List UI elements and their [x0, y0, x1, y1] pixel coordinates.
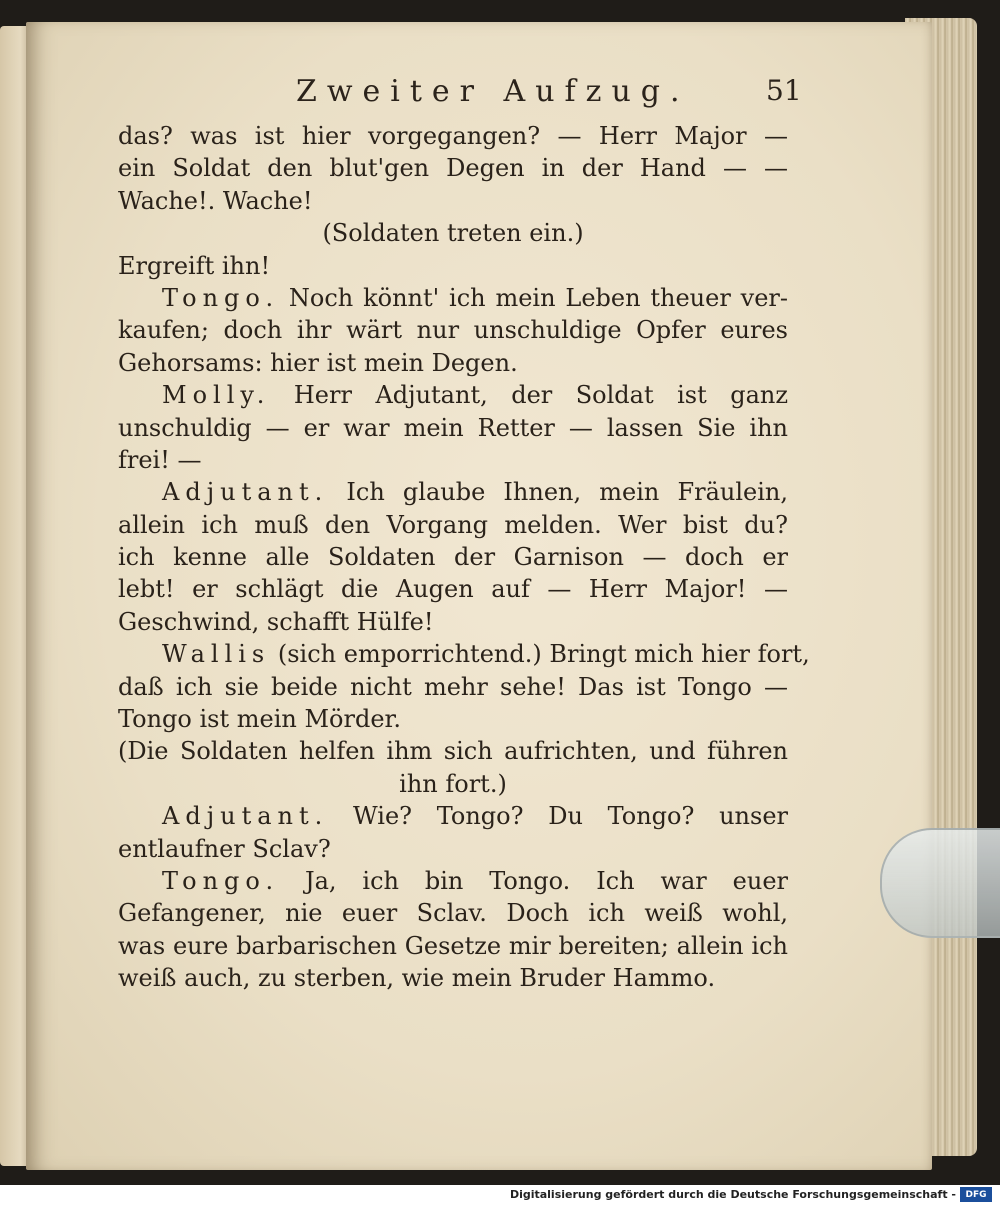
dfg-logo: DFG: [960, 1187, 992, 1202]
text-line: Gehorsams: hier ist mein Degen.: [118, 348, 518, 377]
text-line: Ergreift ihn!: [118, 251, 271, 280]
speaker-name: Molly.: [162, 381, 271, 410]
text-line: Wache!. Wache!: [118, 186, 313, 215]
text-line: frei! —: [118, 445, 202, 474]
page-number: 51: [766, 74, 802, 107]
text-line: Geschwind, schafft Hülfe!: [118, 607, 434, 636]
page-header: [26, 66, 932, 126]
text-line: Gefangener, nie euer Sclav. Doch ich weiß wohl,: [118, 899, 788, 928]
text-line: weiß auch, zu sterben, wie mein Bruder Hammo.: [118, 964, 716, 993]
line-text: Ja, ich bin Tongo. Ich war euer: [304, 866, 788, 895]
text-line: [118, 800, 788, 832]
line-text: Wie? Tongo? Du Tongo? unser: [353, 802, 788, 831]
speaker-name: Wallis: [162, 640, 271, 669]
page-tab-marker: [880, 828, 1000, 938]
text-line: kaufen; doch ihr wärt nur unschuldige Opfer eures: [118, 316, 788, 345]
text-line: [118, 282, 788, 314]
footer: [0, 1185, 1000, 1206]
line-text: Herr Adjutant, der Soldat ist ganz: [293, 381, 788, 410]
text-line: Tongo ist mein Mörder.: [118, 705, 402, 734]
text-line: [118, 379, 788, 411]
speaker-name: Adjutant.: [162, 478, 329, 507]
stage-direction: (Soldaten treten ein.): [322, 219, 584, 248]
book-page: [26, 22, 932, 1170]
text-line: ein Soldat den blut'gen Degen in der Hand — —: [118, 154, 788, 183]
text-line: [118, 476, 788, 508]
speaker-name: Tongo.: [162, 283, 280, 312]
text-line: entlaufner Sclav?: [118, 834, 331, 863]
text-line: [118, 865, 788, 897]
text-line: ich kenne alle Soldaten der Garnison — doch er: [118, 543, 788, 572]
text-line: daß ich sie beide nicht mehr sehe! Das ist Tongo —: [118, 672, 788, 701]
running-head: Zweiter Aufzug.: [296, 74, 690, 109]
text-line: unschuldig — er war mein Retter — lassen Sie ihn: [118, 413, 788, 442]
stage-direction: (Die Soldaten helfen ihm sich aufrichten, und führen: [118, 737, 788, 766]
text-line: das? was ist hier vorgegangen? — Herr Major —: [118, 122, 788, 150]
text-line: was eure barbarischen Gesetze mir bereiten; allein ich: [118, 931, 788, 960]
stage-direction: ihn fort.): [399, 769, 507, 798]
funding-credit: Digitalisierung gefördert durch die Deutsche Forschungsgemeinschaft -: [509, 1188, 956, 1201]
speaker-name: Adjutant.: [162, 802, 329, 831]
line-text: Noch könnt' ich mein Leben theuer ver-: [288, 283, 788, 312]
text-line: lebt! er schlägt die Augen auf — Herr Major! —: [118, 575, 788, 604]
line-text: Ich glaube Ihnen, mein Fräulein,: [346, 478, 788, 507]
text-line: [118, 638, 810, 670]
text-line: allein ich muß den Vorgang melden. Wer bist du?: [118, 510, 788, 539]
speaker-name: Tongo.: [162, 866, 280, 895]
body-text: [118, 120, 810, 995]
line-text: (sich emporrichtend.) Bringt mich hier fort,: [277, 640, 810, 669]
